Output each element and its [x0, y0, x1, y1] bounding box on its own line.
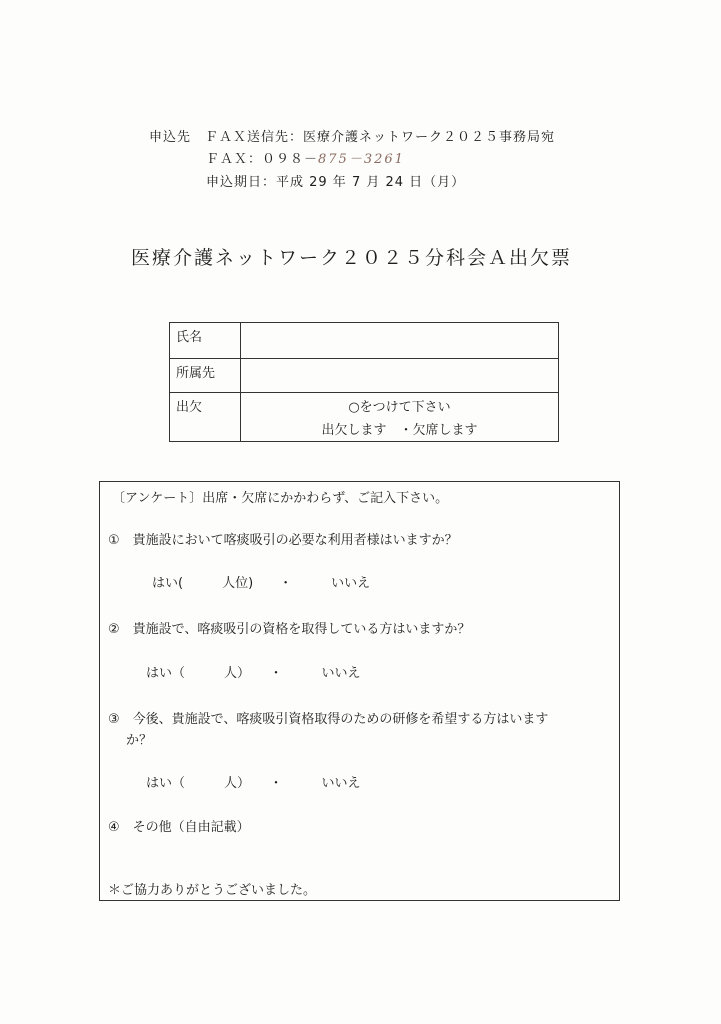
question-3: ③ 今後、貴施設で、喀痰吸引資格取得のための研修を希望する方はいます — [108, 712, 549, 727]
survey-intro: 〔アンケート〕出席・欠席にかかわらず、ご記入下さい。 — [112, 491, 449, 506]
name-label: 氏名 — [170, 323, 241, 359]
attendance-label: 出欠 — [170, 393, 241, 442]
fax-handwritten-part1: 875 — [318, 152, 349, 167]
fax-handwritten-dash: － — [348, 152, 364, 167]
question-1: ① 貴施設において喀痰吸引の必要な利用者様はいますか？ — [108, 533, 458, 548]
fax-destination: 申込先 ＦＡＸ送信先：医療介護ネットワーク２０２５事務局宛 — [149, 130, 556, 145]
question-2-answer[interactable]: はい（ 人） ・ いいえ — [146, 666, 361, 681]
attendance-instruction: ○をつけて下さい — [348, 400, 451, 415]
application-deadline: 申込期日：平成 29 年 7 月 24 日（月） — [206, 175, 466, 190]
affiliation-field[interactable] — [241, 359, 559, 393]
fax-prefix: ＦＡＸ：０９８－ — [206, 152, 319, 167]
fax-handwritten-part2: 3261 — [363, 152, 405, 167]
question-3-answer[interactable]: はい（ 人） ・ いいえ — [146, 776, 361, 791]
survey-box — [99, 481, 620, 901]
question-3-continued: か？ — [126, 733, 153, 748]
question-1-answer[interactable]: はい( 人位) ・ いいえ — [152, 576, 371, 591]
attendance-field[interactable] — [241, 393, 559, 442]
question-2: ② 貴施設で、喀痰吸引の資格を取得している方はいますか？ — [108, 622, 471, 637]
attendance-form — [169, 322, 559, 442]
affiliation-label: 所属先 — [170, 359, 241, 393]
fax-number — [206, 148, 405, 167]
thanks-note: ＊ご協力ありがとうございました。 — [108, 883, 317, 898]
name-field[interactable] — [241, 323, 559, 359]
page-title: 医療介護ネットワーク２０２５分科会Ａ出欠票 — [131, 247, 573, 269]
attendance-options: 出欠します ・欠席します — [321, 423, 478, 438]
question-4: ④ その他（自由記載） — [108, 820, 250, 835]
